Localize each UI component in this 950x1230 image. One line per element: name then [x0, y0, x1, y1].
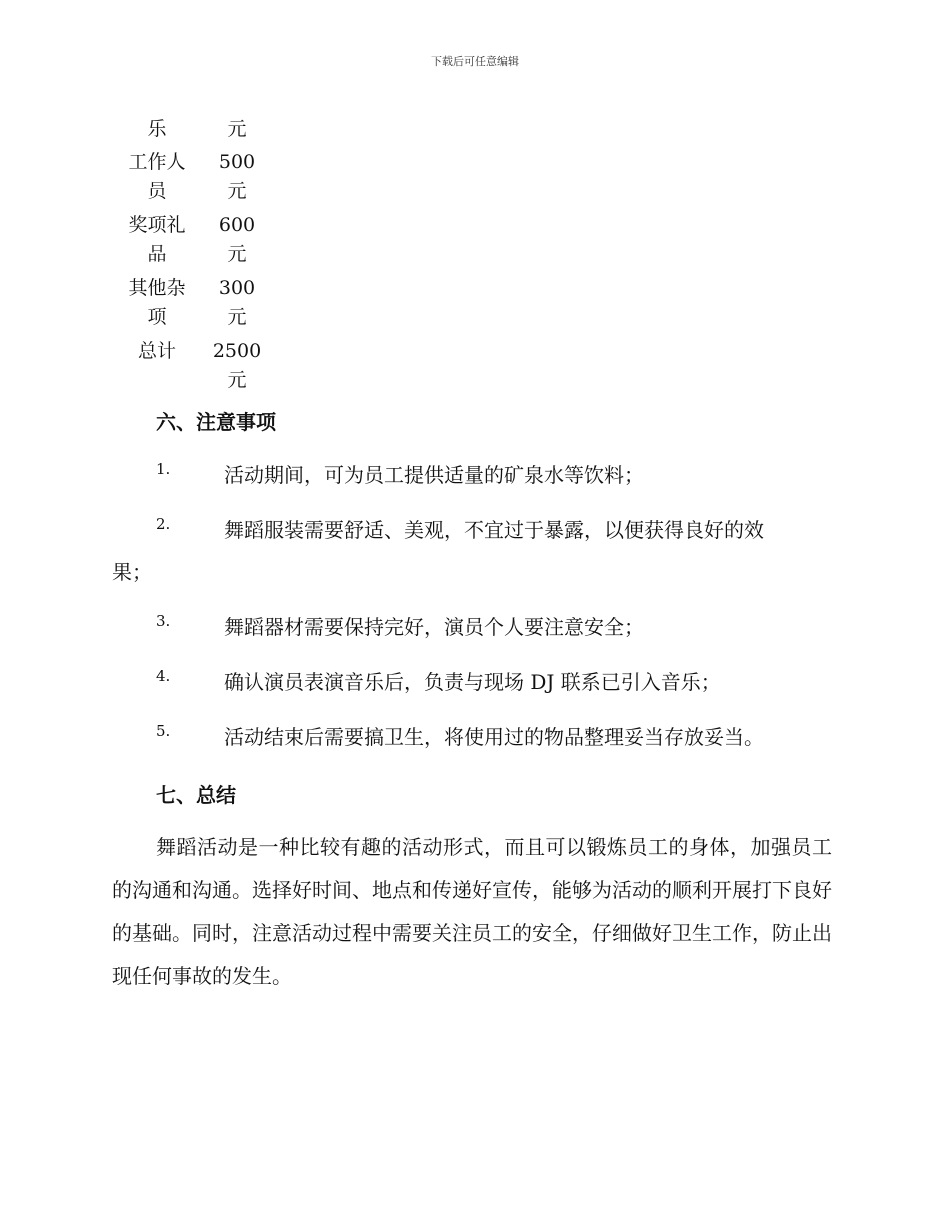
budget-row: [112, 148, 282, 206]
budget-item: 奖项礼 品: [128, 214, 186, 265]
note-text: 活动期间，可为员工提供适量的矿泉水等饮料；: [224, 463, 644, 487]
budget-item: 工作人 员: [128, 151, 186, 202]
budget-item: 总计: [137, 340, 176, 362]
note-item: [112, 661, 832, 703]
budget-item: 乐: [147, 118, 167, 140]
note-number: 4.: [156, 667, 171, 685]
budget-row: [112, 211, 282, 269]
note-number: 2.: [156, 515, 171, 533]
budget-amount: 500 元: [218, 151, 256, 202]
summary-paragraph: 舞蹈活动是一种比较有趣的活动形式，而且可以锻炼员工的身体，加强员工的沟通和沟通。选择好时间、地点和传递好宣传，能够为活动的顺利开展打下良好的基础。同时，注意活动过程中需要关注员工的安全，仔细做好卫生工作，防止出现任何事故的发生。: [112, 835, 832, 988]
note-text: 确认演员表演音乐后，负责与现场 DJ 联系已引入音乐；: [224, 670, 721, 694]
note-item: [112, 454, 832, 496]
budget-amount: 600 元: [218, 214, 256, 265]
section-heading-notes: 六、注意事项: [156, 410, 276, 434]
budget-row-total: [112, 337, 282, 395]
note-item: [112, 716, 832, 758]
budget-item: 其他杂 项: [128, 277, 186, 328]
note-number: 5.: [156, 722, 171, 740]
budget-row: [112, 274, 282, 332]
budget-amount: 300 元: [218, 277, 256, 328]
budget-table: [112, 115, 282, 395]
note-text: 舞蹈器材需要保持完好，演员个人要注意安全；: [224, 615, 644, 639]
budget-row: [112, 115, 282, 144]
note-item: [112, 509, 832, 593]
section-heading-summary: 七、总结: [156, 783, 236, 807]
note-item: [112, 606, 832, 648]
note-text-continued: 果；: [112, 560, 152, 584]
budget-amount: 2500 元: [212, 340, 262, 391]
note-number: 3.: [156, 612, 171, 630]
note-text: 活动结束后需要搞卫生，将使用过的物品整理妥当存放妥当。: [224, 725, 764, 749]
budget-amount: 元: [227, 118, 247, 140]
note-text: 舞蹈服装需要舒适、美观，不宜过于暴露，以便获得良好的效: [224, 518, 764, 542]
page-header: 下载后可任意编辑: [431, 55, 519, 68]
note-number: 1.: [156, 460, 171, 478]
